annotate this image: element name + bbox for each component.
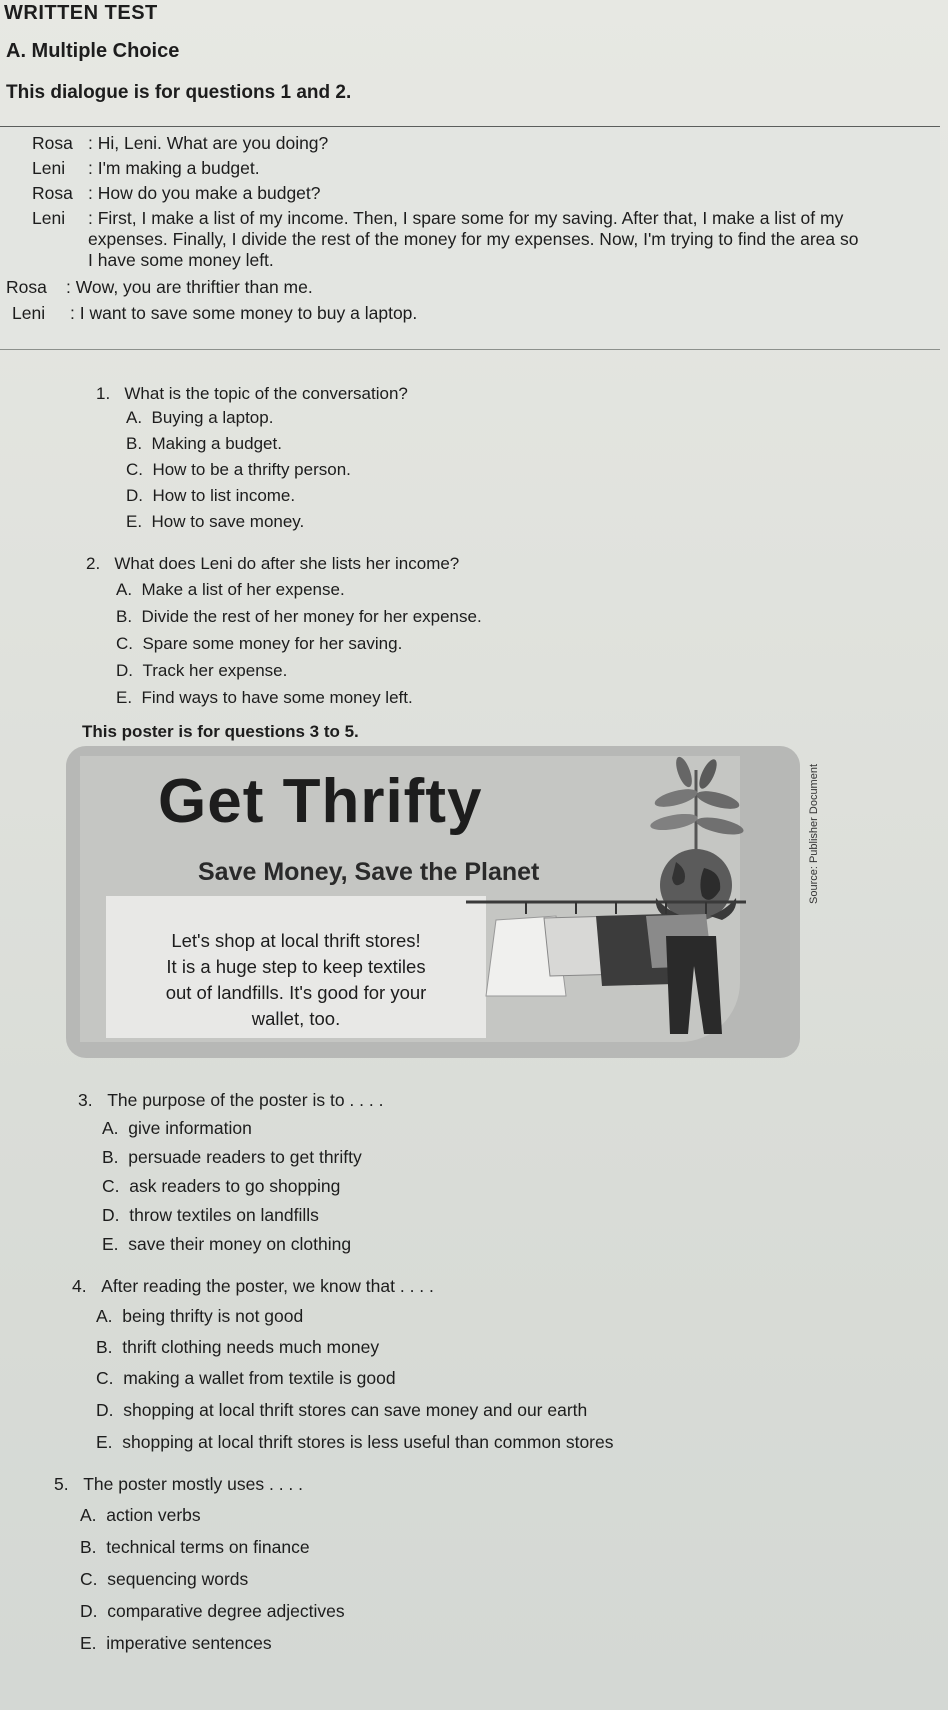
option-text: persuade readers to get thrifty — [128, 1147, 362, 1167]
question-5 — [54, 1474, 303, 1495]
option-letter: E. — [80, 1633, 97, 1653]
question-text: After reading the poster, we know that . . . . — [101, 1276, 434, 1296]
option-1d[interactable] — [126, 486, 295, 506]
option-text: Buying a laptop. — [151, 408, 274, 427]
question-text: The poster mostly uses . . . . — [83, 1474, 304, 1494]
option-letter: A. — [102, 1118, 119, 1138]
poster-line: wallet, too. — [251, 1008, 341, 1029]
option-4a[interactable] — [96, 1306, 303, 1327]
option-5b[interactable] — [80, 1537, 310, 1558]
option-text: give information — [128, 1118, 252, 1138]
poster-subtitle: Save Money, Save the Planet — [198, 858, 540, 886]
option-letter: C. — [116, 634, 133, 653]
option-5a[interactable] — [80, 1505, 201, 1526]
speaker: Rosa — [32, 133, 73, 153]
option-letter: E. — [96, 1432, 113, 1452]
question-1 — [96, 384, 408, 404]
dialogue-line — [32, 208, 843, 229]
option-letter: A. — [126, 408, 143, 427]
line-text: : Hi, Leni. What are you doing? — [88, 133, 329, 153]
question-text: The purpose of the poster is to . . . . — [107, 1090, 384, 1110]
clothing-rack-icon — [466, 896, 766, 1046]
speaker: Leni — [12, 303, 46, 323]
option-1b[interactable] — [126, 434, 282, 454]
speaker: Rosa — [32, 183, 73, 203]
option-5e[interactable] — [80, 1633, 272, 1654]
option-letter: B. — [102, 1147, 119, 1167]
dialogue-line — [6, 277, 313, 298]
option-3e[interactable] — [102, 1234, 351, 1255]
option-text: Divide the rest of her money for her expense. — [141, 607, 482, 626]
option-5c[interactable] — [80, 1569, 248, 1590]
option-2d[interactable] — [116, 661, 287, 681]
dialogue-line — [32, 133, 328, 154]
option-letter: B. — [80, 1537, 97, 1557]
option-text: technical terms on finance — [106, 1537, 310, 1557]
dialogue-line — [32, 183, 321, 204]
option-1e[interactable] — [126, 512, 304, 532]
option-letter: A. — [80, 1505, 97, 1525]
poster-line: It is a huge step to keep textiles — [166, 956, 426, 977]
option-text: Find ways to have some money left. — [141, 688, 413, 707]
option-text: save their money on clothing — [128, 1234, 352, 1254]
option-5d[interactable] — [80, 1601, 345, 1622]
option-3d[interactable] — [102, 1205, 319, 1226]
question-number: 2. — [86, 554, 101, 573]
option-text: imperative sentences — [106, 1633, 272, 1653]
option-text: Make a list of her expense. — [141, 580, 345, 599]
option-text: How to be a thrifty person. — [152, 460, 351, 479]
poster-line: Let's shop at local thrift stores! — [171, 930, 421, 951]
question-number: 3. — [78, 1090, 93, 1110]
option-text: being thrifty is not good — [122, 1306, 304, 1326]
question-4 — [72, 1276, 434, 1297]
option-2a[interactable] — [116, 580, 345, 600]
option-letter: A. — [116, 580, 133, 599]
option-3a[interactable] — [102, 1118, 252, 1139]
question-number: 4. — [72, 1276, 87, 1296]
dialogue-box — [0, 126, 940, 350]
option-letter: D. — [80, 1601, 98, 1621]
option-letter: C. — [96, 1368, 114, 1388]
option-2c[interactable] — [116, 634, 402, 654]
dialogue-line-cont: expenses. Finally, I divide the rest of the money for my expenses. Now, I'm trying to find the area so — [88, 229, 859, 249]
option-2e[interactable] — [116, 688, 413, 708]
option-text: How to save money. — [151, 512, 305, 531]
dialogue-line — [12, 303, 417, 324]
option-letter: E. — [102, 1234, 119, 1254]
option-text: thrift clothing needs much money — [122, 1337, 380, 1357]
option-text: Track her expense. — [142, 661, 288, 680]
option-1a[interactable] — [126, 408, 273, 428]
option-text: Spare some money for her saving. — [142, 634, 403, 653]
line-text: : Wow, you are thriftier than me. — [66, 277, 313, 297]
speaker: Rosa — [6, 277, 47, 297]
option-text: sequencing words — [107, 1569, 249, 1589]
page-title: WRITTEN TEST — [4, 2, 158, 24]
option-letter: E. — [116, 688, 133, 707]
option-4d[interactable] — [96, 1400, 587, 1421]
poster-title: Get Thrifty — [158, 767, 483, 836]
question-number: 1. — [96, 384, 111, 403]
option-3c[interactable] — [102, 1176, 340, 1197]
option-2b[interactable] — [116, 607, 482, 627]
option-letter: B. — [116, 607, 133, 626]
question-3 — [78, 1090, 383, 1111]
option-text: comparative degree adjectives — [107, 1601, 345, 1621]
option-text: How to list income. — [152, 486, 296, 505]
poster-textbox — [106, 896, 486, 1038]
option-1c[interactable] — [126, 460, 351, 480]
option-text: shopping at local thrift stores can save money and our earth — [123, 1400, 588, 1420]
poster-line: out of landfills. It's good for your — [165, 982, 427, 1003]
option-letter: D. — [102, 1205, 120, 1225]
option-letter: D. — [126, 486, 143, 505]
option-text: ask readers to go shopping — [129, 1176, 341, 1196]
option-letter: C. — [80, 1569, 98, 1589]
option-text: throw textiles on landfills — [129, 1205, 319, 1225]
option-letter: B. — [96, 1337, 113, 1357]
option-text: shopping at local thrift stores is less useful than common stores — [122, 1432, 614, 1452]
option-3b[interactable] — [102, 1147, 362, 1168]
section-heading: A. Multiple Choice — [6, 40, 180, 62]
dialogue-intro: This dialogue is for questions 1 and 2. — [6, 82, 352, 103]
question-number: 5. — [54, 1474, 69, 1494]
option-text: Making a budget. — [151, 434, 282, 453]
option-letter: D. — [116, 661, 133, 680]
option-text: making a wallet from textile is good — [123, 1368, 396, 1388]
line-text: : I'm making a budget. — [88, 158, 260, 178]
option-4b[interactable] — [96, 1337, 379, 1358]
question-text: What is the topic of the conversation? — [124, 384, 408, 403]
option-letter: A. — [96, 1306, 113, 1326]
speaker: Leni — [32, 208, 66, 228]
dialogue-line — [32, 158, 260, 179]
plant-globe-icon — [626, 750, 766, 920]
option-letter: D. — [96, 1400, 114, 1420]
option-letter: C. — [126, 460, 143, 479]
dialogue-line-cont: I have some money left. — [88, 250, 274, 270]
line-text: : I want to save some money to buy a laptop. — [70, 303, 418, 323]
poster — [66, 746, 800, 1058]
option-4e[interactable] — [96, 1432, 614, 1453]
question-text: What does Leni do after she lists her income? — [114, 554, 460, 573]
option-letter: E. — [126, 512, 143, 531]
option-text: action verbs — [106, 1505, 201, 1525]
speaker: Leni — [32, 158, 66, 178]
option-letter: C. — [102, 1176, 120, 1196]
line-text: : How do you make a budget? — [88, 183, 321, 203]
line-text: : First, I make a list of my income. Then, I spare some for my saving. After that, I make a list of my — [88, 208, 844, 228]
option-letter: B. — [126, 434, 143, 453]
question-2 — [86, 554, 459, 574]
source-caption: Source: Publisher Document — [808, 763, 820, 904]
poster-intro: This poster is for questions 3 to 5. — [82, 722, 359, 741]
option-4c[interactable] — [96, 1368, 396, 1389]
